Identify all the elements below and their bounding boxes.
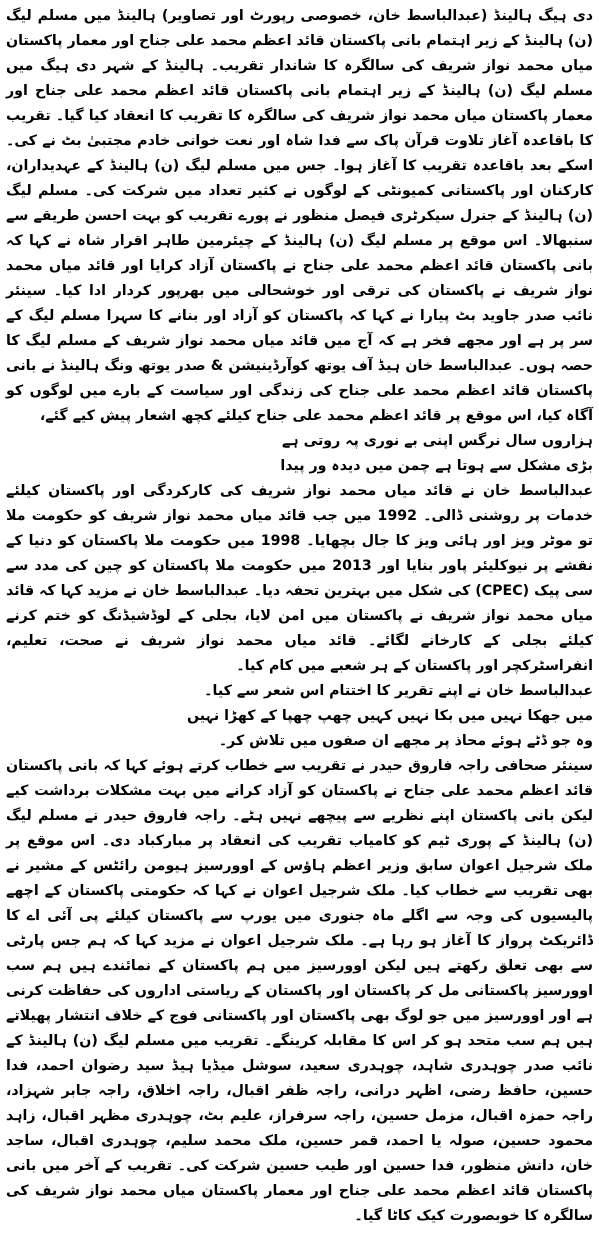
verse-line-2: بڑی مشکل سے ہوتا ہے چمن میں دیدہ ور پیدا: [280, 458, 593, 474]
verse-line-3: میں جھکا نہیں میں بکا نہیں کہیں چھپ چھپا کے کھڑا نہیں: [187, 708, 593, 724]
verse-line-1: ہزاروں سال نرگس اپنی بے نوری پہ روتی ہے: [282, 433, 593, 449]
intro-paragraph: دی ہیگ ہالینڈ (عبدالباسط خان، خصوصی رپورٹ اور تصاویر) ہالینڈ میں مسلم لیگ (ن) ہالینڈ کے زیر اہتمام بانی پاکستان قائد اعظم محمد علی جناح اور معمار پاکستان میاں محمد نواز شریف کی سالگرہ کا شاندار تقریب۔ ہالینڈ کے شہر دی ہیگ میں مسلم لیگ (ن) ہالینڈ کے زیر اہتمام بانی پاکستان قائد اعظم محمد علی جناح اور معمار پاکستان میاں محمد نواز شریف کی سالگرہ کا تقریب کا انعقاد کیا گیا۔ تقریب کا باقاعدہ آغاز تلاوت قرآن پاک سے فدا شاہ اور نعت خوانی خادم مجتبیٰ بٹ نے کی۔ اسکے بعد باقاعدہ تقریب کا آغاز ہوا۔ جس میں مسلم لیگ (ن) ہالینڈ کے عہدیداران، کارکنان اور پاکستانی کمیونٹی کے لوگوں نے کثیر تعداد میں شرکت کی۔ مسلم لیگ (ن) ہالینڈ کے جنرل سیکرٹری فیصل منظور نے پورے تقریب کو بہت احسن طریقے سے سنبھالا۔ اس موقع پر مسلم لیگ (ن) ہالینڈ کے چیئرمین طاہر اقرار شاہ نے کہا کہ بانی پاکستان قائد اعظم محمد علی جناح نے پاکستان آزاد کرایا اور قائد میاں محمد نواز شریف نے پاکستان کی ترقی اور خوشحالی میں بھرپور کردار ادا کیا۔ سینئر نائب صدر جاوید بٹ پیارا نے کہا کہ پاکستان کو آزاد اور بنانے کا سہرا مسلم لیگ کے سر پر ہے اور مجھے فخر ہے کہ آج میں قائد میاں محمد نواز شریف کے مسلم لیگ کا حصہ ہوں۔ عبدالباسط خان ہیڈ آف یوتھ کوآرڈینیشن & صدر یوتھ ونگ ہالینڈ نے بانی پاکستان قائد اعظم محمد علی جناح کی زندگی اور سیاست کے بارے میں لوگوں کو آگاہ کیا، اس موقع پر قائد اعظم محمد علی جناح کیلئے کچھ اشعار پیش کیے گئے،: [6, 8, 593, 424]
achievements-paragraph: عبدالباسط خان نے قائد میاں محمد نواز شریف کی کارکردگی اور پاکستان کیلئے خدمات پر روشنی ڈالی۔ 1992 میں جب قائد میاں محمد نواز شریف کو حکومت ملا تو موٹر ویز اور ہائی ویز کا جال بچھایا۔ 1998 میں حکومت ملا پاکستان کو دنیا کے نقشے پر نیوکلیئر پاور بنایا اور 2013 میں حکومت ملا پاکستان کو چین کی مدد سے سی پیک (CPEC) کی شکل میں بہترین تحفہ دیا۔ عبدالباسط خان نے مزید کہا کہ قائد میاں محمد نواز شریف نے پاکستان میں امن لایا، بجلی کے لوڈشیڈنگ کو ختم کرنے کیلئے بجلی کے کارخانے لگائے۔ قائد میاں محمد نواز شریف نے صحت، تعلیم، انفراسٹرکچر اور پاکستان کے ہر شعبے میں کام کیا۔: [6, 483, 593, 674]
verse-line-4: وہ جو ڈٹے ہوئے محاذ پر مجھے ان صفوں میں تلاش کر۔: [218, 733, 593, 749]
speech-closing-note: عبدالباسط خان نے اپنے تقریر کا اختتام اس شعر سے کیا۔: [204, 683, 593, 699]
closing-paragraph: سینئر صحافی راجہ فاروق حیدر نے تقریب سے خطاب کرتے ہوئے کہا کہ بانی پاکستان قائد اعظم محمد علی جناح نے پاکستان کو آزاد کرانے میں بہت مشکلات برداشت کیے لیکن بانی پاکستان اپنے نظریے سے پیچھے نہیں ہٹے۔ راجہ فاروق حیدر نے مسلم لیگ (ن) ہالینڈ کے پوری ٹیم کو کامیاب تقریب کی انعقاد پر مبارکباد دی۔ اس موقع پر ملک شرجیل اعوان سابق وزیر اعظم ہاؤس کے اوورسیز ہیومن رائٹس کے مشیر نے بھی تقریب سے خطاب کیا۔ ملک شرجیل اعوان نے کہا کہ حکومتی پاکستان کے اچھے پالیسیوں کی وجہ سے اگلے ماہ جنوری میں یورپ سے پاکستان کیلئے پی آئی اے کا ڈائریکٹ پرواز کا آغاز ہو رہا ہے۔ ملک شرجیل اعوان نے مزید کہا کہ ہم جس پارٹی سے بھی تعلق رکھتے ہیں لیکن اوورسیز میں ہم پاکستان کے نمائندے ہیں ہم سب اوورسیز پاکستانی مل کر پاکستان اور پاکستان کے ریاستی اداروں کی حفاظت کرنی ہے اور اوورسیز میں جو لوگ بھی پاکستان اور پاکستانی فوج کے خلاف انتشار پھیلاتے ہیں ہم سب متحد ہو کر اس کا مقابلہ کرینگے۔ تقریب میں مسلم لیگ (ن) ہالینڈ کے نائب صدر چوہدری شاہد، چوہدری سعید، سوشل میڈیا ہیڈ سید رضوان احمد، فدا حسین، حافظ رضی، اظہر درانی، راجہ ظفر اقبال، راجہ اخلاق، راجہ جابر شہزاد، راجہ حمزہ اقبال، مزمل حسین، راجہ سرفراز، علیم بٹ، چوہدری مظہر اقبال، زاہد محمود حسین، صولہ یا احمد، قمر حسین، ملک محمد سلیم، چوہدری اقبال، ساجد خان، دانش منظور، فدا حسین اور طیب حسین شرکت کی۔ تقریب کے آخر میں بانی پاکستان قائد اعظم محمد علی جناح اور معمار پاکستان میاں محمد نواز شریف کی سالگرہ کا خوبصورت کیک کاٹا گیا۔: [6, 758, 593, 1224]
